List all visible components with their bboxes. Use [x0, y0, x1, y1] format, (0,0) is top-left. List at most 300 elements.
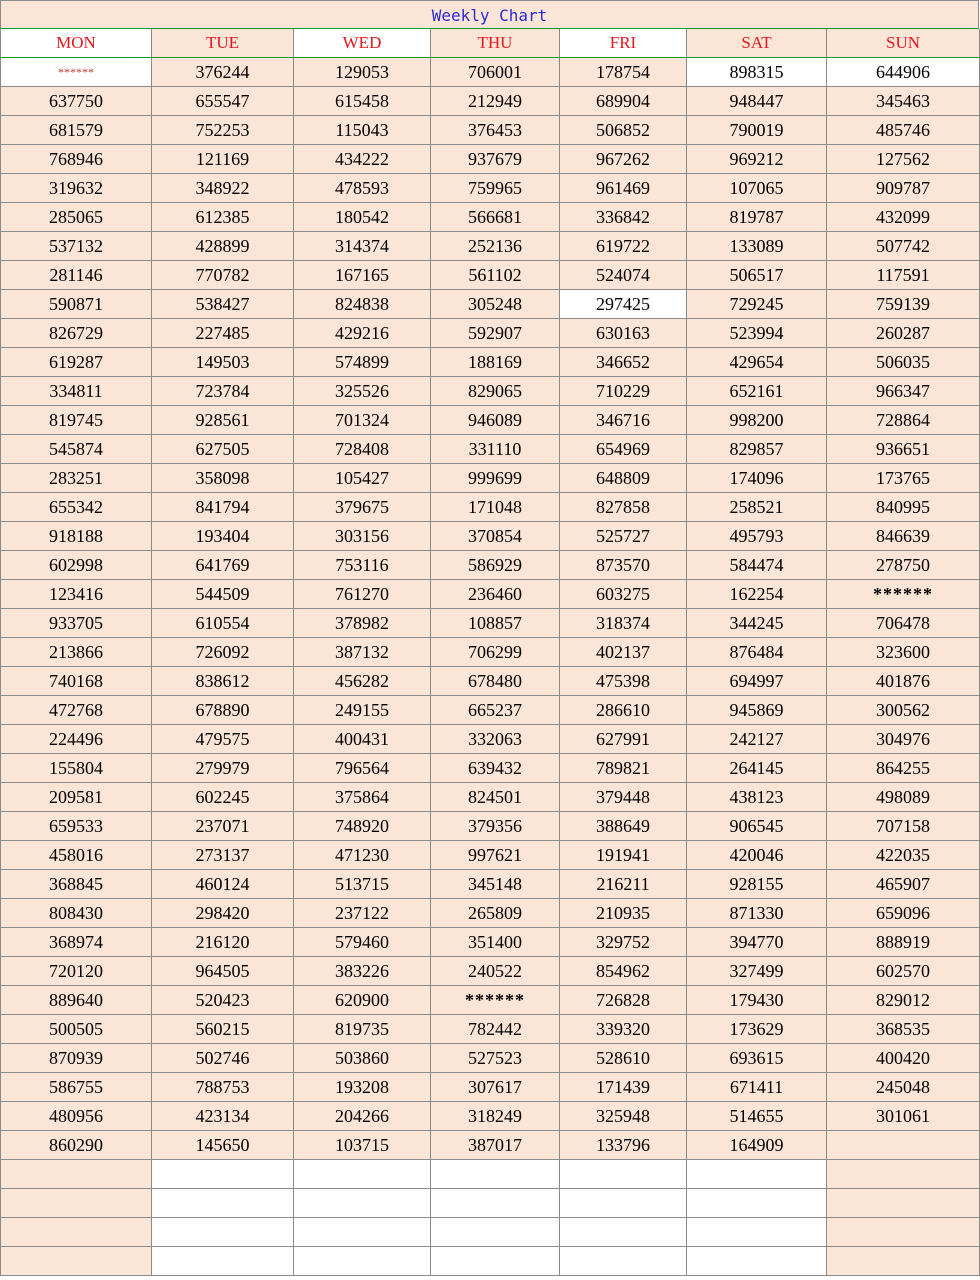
- table-row: [1, 580, 980, 609]
- table-row: [1, 522, 980, 551]
- cell-mon: 458016: [1, 841, 152, 870]
- cell-tue: 641769: [152, 551, 294, 580]
- cell-thu: 665237: [431, 696, 560, 725]
- cell-fri: 171439: [560, 1073, 687, 1102]
- cell-mon: [1, 1247, 152, 1276]
- chart-title: Weekly Chart: [0, 0, 979, 29]
- cell-fri: [560, 1160, 687, 1189]
- cell-sun: 659096: [827, 899, 980, 928]
- cell-sat: 694997: [687, 667, 827, 696]
- cell-wed: 513715: [294, 870, 431, 899]
- cell-fri: [560, 1189, 687, 1218]
- cell-thu: 824501: [431, 783, 560, 812]
- weekly-chart-table: [0, 29, 980, 1276]
- table-row: [1, 754, 980, 783]
- cell-thu: 639432: [431, 754, 560, 783]
- cell-sun: 498089: [827, 783, 980, 812]
- cell-tue: 610554: [152, 609, 294, 638]
- cell-mon: [1, 1218, 152, 1247]
- cell-wed: 314374: [294, 232, 431, 261]
- header-sun: SUN: [827, 29, 980, 58]
- cell-mon: 123416: [1, 580, 152, 609]
- cell-mon: 740168: [1, 667, 152, 696]
- cell-sun: 706478: [827, 609, 980, 638]
- cell-sun: 173765: [827, 464, 980, 493]
- cell-wed: 375864: [294, 783, 431, 812]
- cell-mon: 590871: [1, 290, 152, 319]
- cell-sat: [687, 1160, 827, 1189]
- cell-wed: 471230: [294, 841, 431, 870]
- cell-thu: [431, 1218, 560, 1247]
- cell-fri: 854962: [560, 957, 687, 986]
- cell-fri: 475398: [560, 667, 687, 696]
- cell-fri: 528610: [560, 1044, 687, 1073]
- cell-wed: 383226: [294, 957, 431, 986]
- cell-sun: 485746: [827, 116, 980, 145]
- cell-tue: 726092: [152, 638, 294, 667]
- cell-tue: 788753: [152, 1073, 294, 1102]
- cell-tue: 627505: [152, 435, 294, 464]
- table-row: [1, 725, 980, 754]
- table-row: [1, 174, 980, 203]
- cell-mon: 889640: [1, 986, 152, 1015]
- cell-sun: 840995: [827, 493, 980, 522]
- cell-sun: 759139: [827, 290, 980, 319]
- cell-wed: 237122: [294, 899, 431, 928]
- cell-fri: 379448: [560, 783, 687, 812]
- cell-thu: 370854: [431, 522, 560, 551]
- cell-fri: 525727: [560, 522, 687, 551]
- cell-wed: 456282: [294, 667, 431, 696]
- cell-fri: 873570: [560, 551, 687, 580]
- table-row: [1, 464, 980, 493]
- cell-wed: 796564: [294, 754, 431, 783]
- cell-wed: 761270: [294, 580, 431, 609]
- cell-sun: 966347: [827, 377, 980, 406]
- header-tue: TUE: [152, 29, 294, 58]
- cell-thu: 759965: [431, 174, 560, 203]
- cell-wed: 434222: [294, 145, 431, 174]
- cell-fri: 789821: [560, 754, 687, 783]
- cell-fri: 648809: [560, 464, 687, 493]
- cell-fri: 336842: [560, 203, 687, 232]
- cell-tue: 544509: [152, 580, 294, 609]
- table-row: [1, 899, 980, 928]
- cell-sat: [687, 1189, 827, 1218]
- table-row: [1, 957, 980, 986]
- cell-tue: 298420: [152, 899, 294, 928]
- cell-tue: 149503: [152, 348, 294, 377]
- cell-wed: 615458: [294, 87, 431, 116]
- cell-fri: 967262: [560, 145, 687, 174]
- cell-wed: 105427: [294, 464, 431, 493]
- cell-sat: 871330: [687, 899, 827, 928]
- cell-mon: 808430: [1, 899, 152, 928]
- table-row: [1, 203, 980, 232]
- cell-thu: 937679: [431, 145, 560, 174]
- cell-tue: 752253: [152, 116, 294, 145]
- cell-sun: 644906: [827, 58, 980, 87]
- cell-thu: 332063: [431, 725, 560, 754]
- table-row: [1, 145, 980, 174]
- cell-fri: [560, 1247, 687, 1276]
- cell-fri: 297425: [560, 290, 687, 319]
- cell-sun: 864255: [827, 754, 980, 783]
- cell-sat: 729245: [687, 290, 827, 319]
- cell-thu: 946089: [431, 406, 560, 435]
- cell-fri: 961469: [560, 174, 687, 203]
- cell-tue: 428899: [152, 232, 294, 261]
- cell-thu: 318249: [431, 1102, 560, 1131]
- cell-wed: 379675: [294, 493, 431, 522]
- cell-sat: 998200: [687, 406, 827, 435]
- cell-sat: 945869: [687, 696, 827, 725]
- cell-sat: 173629: [687, 1015, 827, 1044]
- cell-sun: 301061: [827, 1102, 980, 1131]
- cell-sat: 969212: [687, 145, 827, 174]
- cell-tue: [152, 1189, 294, 1218]
- cell-sat: [687, 1247, 827, 1276]
- cell-fri: 191941: [560, 841, 687, 870]
- cell-sun: 829012: [827, 986, 980, 1015]
- cell-wed: 325526: [294, 377, 431, 406]
- cell-sat: 514655: [687, 1102, 827, 1131]
- cell-mon: 537132: [1, 232, 152, 261]
- cell-sun: 909787: [827, 174, 980, 203]
- cell-wed: 103715: [294, 1131, 431, 1160]
- cell-thu: 345148: [431, 870, 560, 899]
- cell-sun: 323600: [827, 638, 980, 667]
- cell-tue: 964505: [152, 957, 294, 986]
- cell-tue: 423134: [152, 1102, 294, 1131]
- cell-wed: 400431: [294, 725, 431, 754]
- cell-sun: 278750: [827, 551, 980, 580]
- header-mon: MON: [1, 29, 152, 58]
- cell-sun: 728864: [827, 406, 980, 435]
- cell-tue: 841794: [152, 493, 294, 522]
- cell-fri: 689904: [560, 87, 687, 116]
- table-row: [1, 928, 980, 957]
- cell-sat: 327499: [687, 957, 827, 986]
- table-row: [1, 986, 980, 1015]
- cell-sat: 819787: [687, 203, 827, 232]
- cell-fri: 178754: [560, 58, 687, 87]
- cell-sat: 928155: [687, 870, 827, 899]
- cell-mon: 480956: [1, 1102, 152, 1131]
- cell-thu: [431, 1247, 560, 1276]
- cell-sat: 164909: [687, 1131, 827, 1160]
- cell-sun: [827, 1189, 980, 1218]
- cell-thu: 240522: [431, 957, 560, 986]
- cell-sun: [827, 1160, 980, 1189]
- table-row: [1, 783, 980, 812]
- cell-fri: 216211: [560, 870, 687, 899]
- cell-thu: 252136: [431, 232, 560, 261]
- cell-wed: 728408: [294, 435, 431, 464]
- cell-wed: 579460: [294, 928, 431, 957]
- cell-mon: 768946: [1, 145, 152, 174]
- cell-thu: 305248: [431, 290, 560, 319]
- cell-sat: 107065: [687, 174, 827, 203]
- cell-mon: 619287: [1, 348, 152, 377]
- cell-sat: 162254: [687, 580, 827, 609]
- cell-wed: 574899: [294, 348, 431, 377]
- cell-sat: 174096: [687, 464, 827, 493]
- table-row: [1, 1218, 980, 1247]
- cell-thu: 379356: [431, 812, 560, 841]
- cell-fri: 286610: [560, 696, 687, 725]
- cell-sun: 707158: [827, 812, 980, 841]
- cell-fri: 506852: [560, 116, 687, 145]
- cell-thu: [431, 1189, 560, 1218]
- cell-sun: 602570: [827, 957, 980, 986]
- cell-fri: 329752: [560, 928, 687, 957]
- cell-mon: 472768: [1, 696, 152, 725]
- cell-fri: 710229: [560, 377, 687, 406]
- cell-fri: 603275: [560, 580, 687, 609]
- chart-body: [1, 58, 980, 1276]
- cell-sun: ******: [827, 580, 980, 609]
- cell-sun: 245048: [827, 1073, 980, 1102]
- cell-tue: 227485: [152, 319, 294, 348]
- header-fri: FRI: [560, 29, 687, 58]
- cell-wed: 503860: [294, 1044, 431, 1073]
- cell-mon: 319632: [1, 174, 152, 203]
- cell-tue: 602245: [152, 783, 294, 812]
- table-row: [1, 812, 980, 841]
- cell-tue: 237071: [152, 812, 294, 841]
- cell-wed: 819735: [294, 1015, 431, 1044]
- cell-sat: 179430: [687, 986, 827, 1015]
- cell-mon: [1, 1160, 152, 1189]
- cell-sat: 948447: [687, 87, 827, 116]
- cell-thu: 527523: [431, 1044, 560, 1073]
- cell-tue: 560215: [152, 1015, 294, 1044]
- table-row: [1, 1044, 980, 1073]
- table-row: [1, 609, 980, 638]
- cell-tue: 838612: [152, 667, 294, 696]
- cell-thu: 265809: [431, 899, 560, 928]
- cell-sat: 790019: [687, 116, 827, 145]
- header-row: [1, 29, 980, 58]
- cell-mon: 918188: [1, 522, 152, 551]
- cell-tue: 538427: [152, 290, 294, 319]
- cell-tue: 145650: [152, 1131, 294, 1160]
- cell-mon: 637750: [1, 87, 152, 116]
- cell-fri: 630163: [560, 319, 687, 348]
- table-row: [1, 638, 980, 667]
- cell-mon: 586755: [1, 1073, 152, 1102]
- cell-mon: 368974: [1, 928, 152, 957]
- cell-thu: 351400: [431, 928, 560, 957]
- cell-tue: 678890: [152, 696, 294, 725]
- cell-thu: 566681: [431, 203, 560, 232]
- cell-thu: 592907: [431, 319, 560, 348]
- cell-fri: 524074: [560, 261, 687, 290]
- table-row: [1, 1160, 980, 1189]
- cell-mon: 213866: [1, 638, 152, 667]
- cell-sat: 671411: [687, 1073, 827, 1102]
- table-row: [1, 493, 980, 522]
- cell-mon: 681579: [1, 116, 152, 145]
- cell-mon: 933705: [1, 609, 152, 638]
- cell-tue: 279979: [152, 754, 294, 783]
- cell-thu: 188169: [431, 348, 560, 377]
- table-row: [1, 870, 980, 899]
- cell-mon: 545874: [1, 435, 152, 464]
- cell-thu: [431, 1160, 560, 1189]
- cell-sun: 432099: [827, 203, 980, 232]
- cell-sat: 133089: [687, 232, 827, 261]
- cell-thu: 782442: [431, 1015, 560, 1044]
- table-row: [1, 58, 980, 87]
- cell-mon: [1, 1189, 152, 1218]
- cell-wed: 378982: [294, 609, 431, 638]
- table-row: [1, 348, 980, 377]
- cell-sun: 888919: [827, 928, 980, 957]
- cell-fri: 325948: [560, 1102, 687, 1131]
- cell-sun: 117591: [827, 261, 980, 290]
- cell-wed: 387132: [294, 638, 431, 667]
- table-row: [1, 116, 980, 145]
- table-row: [1, 1189, 980, 1218]
- table-row: [1, 841, 980, 870]
- cell-sat: 438123: [687, 783, 827, 812]
- cell-tue: [152, 1218, 294, 1247]
- cell-wed: 167165: [294, 261, 431, 290]
- cell-fri: 726828: [560, 986, 687, 1015]
- cell-thu: 706299: [431, 638, 560, 667]
- cell-sun: [827, 1247, 980, 1276]
- cell-mon: 209581: [1, 783, 152, 812]
- cell-sun: 506035: [827, 348, 980, 377]
- cell-thu: 331110: [431, 435, 560, 464]
- cell-sat: 242127: [687, 725, 827, 754]
- table-row: [1, 1015, 980, 1044]
- cell-sat: 264145: [687, 754, 827, 783]
- cell-sat: 495793: [687, 522, 827, 551]
- cell-thu: 678480: [431, 667, 560, 696]
- cell-sun: 368535: [827, 1015, 980, 1044]
- table-row: [1, 1073, 980, 1102]
- cell-sun: [827, 1218, 980, 1247]
- cell-thu: 376453: [431, 116, 560, 145]
- cell-wed: 748920: [294, 812, 431, 841]
- cell-wed: 193208: [294, 1073, 431, 1102]
- cell-mon: 860290: [1, 1131, 152, 1160]
- cell-sun: 422035: [827, 841, 980, 870]
- cell-thu: 236460: [431, 580, 560, 609]
- header-sat: SAT: [687, 29, 827, 58]
- cell-sat: 906545: [687, 812, 827, 841]
- cell-tue: 460124: [152, 870, 294, 899]
- cell-wed: [294, 1218, 431, 1247]
- cell-sun: 127562: [827, 145, 980, 174]
- cell-mon: 283251: [1, 464, 152, 493]
- cell-sat: 258521: [687, 493, 827, 522]
- table-row: [1, 1102, 980, 1131]
- cell-mon: 285065: [1, 203, 152, 232]
- cell-tue: 121169: [152, 145, 294, 174]
- cell-wed: 824838: [294, 290, 431, 319]
- cell-tue: 479575: [152, 725, 294, 754]
- table-row: [1, 667, 980, 696]
- cell-tue: 273137: [152, 841, 294, 870]
- cell-tue: 502746: [152, 1044, 294, 1073]
- cell-wed: 753116: [294, 551, 431, 580]
- cell-fri: 339320: [560, 1015, 687, 1044]
- cell-sun: 465907: [827, 870, 980, 899]
- table-row: [1, 290, 980, 319]
- cell-tue: 612385: [152, 203, 294, 232]
- cell-thu: 387017: [431, 1131, 560, 1160]
- cell-wed: 204266: [294, 1102, 431, 1131]
- cell-wed: [294, 1160, 431, 1189]
- cell-sun: 400420: [827, 1044, 980, 1073]
- cell-tue: 655547: [152, 87, 294, 116]
- cell-fri: 346652: [560, 348, 687, 377]
- cell-thu: 997621: [431, 841, 560, 870]
- table-row: [1, 1131, 980, 1160]
- cell-sun: 300562: [827, 696, 980, 725]
- cell-mon: 602998: [1, 551, 152, 580]
- cell-mon: 720120: [1, 957, 152, 986]
- cell-wed: [294, 1189, 431, 1218]
- cell-wed: 701324: [294, 406, 431, 435]
- cell-fri: [560, 1218, 687, 1247]
- cell-mon: 870939: [1, 1044, 152, 1073]
- cell-mon: 819745: [1, 406, 152, 435]
- cell-sat: 344245: [687, 609, 827, 638]
- cell-fri: 654969: [560, 435, 687, 464]
- table-row: [1, 87, 980, 116]
- cell-thu: ******: [431, 986, 560, 1015]
- cell-wed: 129053: [294, 58, 431, 87]
- table-row: [1, 696, 980, 725]
- cell-sat: 652161: [687, 377, 827, 406]
- cell-sat: 829857: [687, 435, 827, 464]
- cell-wed: 478593: [294, 174, 431, 203]
- cell-wed: [294, 1247, 431, 1276]
- cell-mon: 500505: [1, 1015, 152, 1044]
- cell-thu: 212949: [431, 87, 560, 116]
- cell-sat: 506517: [687, 261, 827, 290]
- cell-sat: 693615: [687, 1044, 827, 1073]
- cell-tue: [152, 1160, 294, 1189]
- cell-sat: 584474: [687, 551, 827, 580]
- cell-mon: 655342: [1, 493, 152, 522]
- cell-sun: 345463: [827, 87, 980, 116]
- cell-mon: 334811: [1, 377, 152, 406]
- cell-fri: 346716: [560, 406, 687, 435]
- cell-sat: 420046: [687, 841, 827, 870]
- cell-thu: 108857: [431, 609, 560, 638]
- cell-wed: 303156: [294, 522, 431, 551]
- cell-mon: 224496: [1, 725, 152, 754]
- table-row: [1, 261, 980, 290]
- cell-fri: 627991: [560, 725, 687, 754]
- cell-wed: 180542: [294, 203, 431, 232]
- cell-sun: 846639: [827, 522, 980, 551]
- cell-fri: 827858: [560, 493, 687, 522]
- cell-wed: 249155: [294, 696, 431, 725]
- cell-sat: 394770: [687, 928, 827, 957]
- cell-sun: 507742: [827, 232, 980, 261]
- cell-mon: 155804: [1, 754, 152, 783]
- cell-wed: 620900: [294, 986, 431, 1015]
- cell-wed: 429216: [294, 319, 431, 348]
- cell-sun: 401876: [827, 667, 980, 696]
